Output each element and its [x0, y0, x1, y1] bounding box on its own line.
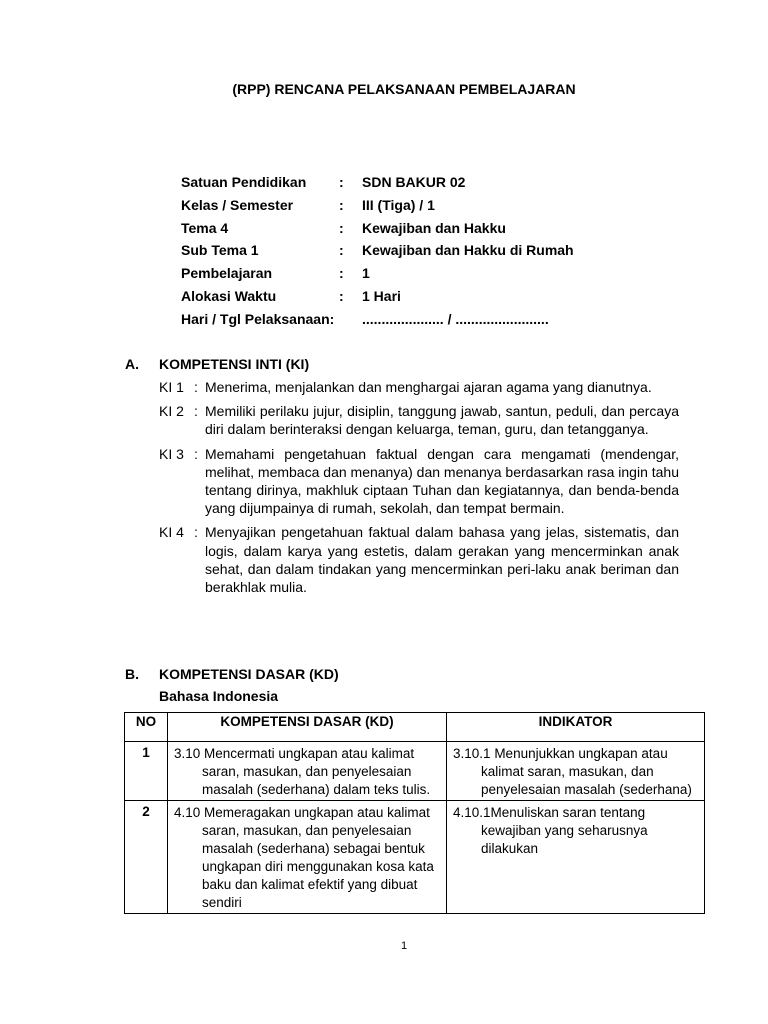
- identity-row: [181, 287, 574, 310]
- ki-colon: :: [194, 524, 198, 541]
- subject-heading: Bahasa Indonesia: [159, 688, 279, 704]
- identity-label: Tema 4: [181, 219, 229, 236]
- table-row: [125, 742, 705, 801]
- identity-row: [181, 264, 574, 287]
- identity-label: Kelas / Semester: [181, 196, 294, 213]
- identity-value: ..................... / ........................: [362, 310, 549, 327]
- kd-cell: [168, 742, 447, 801]
- identity-value: Kewajiban dan Hakku di Rumah: [362, 242, 574, 259]
- column-header-indikator: INDIKATOR: [447, 713, 705, 742]
- ki-code: KI 3: [159, 445, 184, 462]
- kd-description: Memeragakan ungkapan atau kalimat saran, masukan, dan penyelesaian masalah (sederhana) sebagai bentuk ungkapan diri menggunakan kosa kata baku dan kalimat efektif yang dibuat sendiri: [202, 805, 434, 910]
- identity-label: Sub Tema 1: [181, 242, 259, 259]
- indikator-text: [453, 804, 700, 858]
- section-a-heading: [125, 356, 309, 372]
- page-number: 1: [400, 940, 408, 952]
- kd-code: 4.10: [174, 805, 201, 820]
- identity-row: [181, 173, 574, 196]
- identity-colon: :: [339, 196, 344, 213]
- ki-item: [159, 402, 679, 438]
- identity-label: Satuan Pendidikan: [181, 174, 307, 190]
- ki-item: [159, 523, 679, 596]
- identity-block: [181, 173, 574, 333]
- identity-value: 1: [362, 265, 370, 282]
- indikator-code: 4.10.1: [453, 805, 491, 820]
- identity-row: [181, 241, 574, 264]
- identity-colon: :: [339, 174, 344, 190]
- identity-label: Alokasi Waktu: [181, 287, 277, 304]
- identity-colon: :: [339, 242, 344, 259]
- identity-label: Pembelajaran: [181, 265, 273, 282]
- identity-value: SDN BAKUR 02: [362, 174, 466, 190]
- identity-colon: :: [339, 265, 344, 282]
- kd-code: 3.10: [174, 746, 201, 761]
- identity-value: 1 Hari: [362, 287, 401, 304]
- section-b-heading: [125, 666, 339, 682]
- indikator-code: 3.10.1: [453, 746, 491, 761]
- identity-colon: :: [339, 219, 344, 236]
- table-header-row: [125, 713, 705, 742]
- identity-row: [181, 219, 574, 242]
- ki-item: [159, 445, 679, 518]
- identity-colon: :: [339, 287, 344, 304]
- identity-row: [181, 310, 574, 333]
- identity-label: Hari / Tgl Pelaksanaan:: [181, 310, 335, 327]
- kd-table: [124, 712, 705, 914]
- ki-text: Memahami pengetahuan faktual dengan cara mengamati (mendengar, melihat, membaca dan menanya) dan menanya berdasarkan rasa ingin tahu tentang dirinya, makhluk ciptaan Tuhan dan kegiatannya, dan benda-benda yang dijumpainya di rumah, sekolah, dan tempat bermain.: [205, 445, 679, 517]
- ki-code: KI 2: [159, 403, 184, 420]
- ki-item: [159, 378, 679, 396]
- ki-text: Memiliki perilaku jujur, disiplin, tanggung jawab, santun, peduli, dan percaya diri dalam berinteraksi dengan keluarga, teman, guru, dan tetangganya.: [205, 403, 679, 438]
- section-title: KOMPETENSI DASAR (KD): [159, 666, 339, 682]
- indikator-cell: [447, 742, 705, 801]
- ki-colon: :: [194, 379, 198, 395]
- kd-text: [174, 745, 442, 799]
- row-number: 1: [125, 742, 168, 801]
- ki-colon: :: [194, 403, 198, 420]
- ki-text: Menerima, menjalankan dan menghargai ajaran agama yang dianutnya.: [205, 379, 652, 395]
- section-letter: B.: [125, 666, 139, 682]
- kd-cell: [168, 801, 447, 914]
- ki-code: KI 4: [159, 524, 184, 541]
- kd-description: Mencermati ungkapan atau kalimat saran, masukan, dan penyelesaian masalah (sederhana) dalam teks tulis.: [202, 746, 431, 797]
- indikator-description: Menuliskan saran tentang kewajiban yang seharusnya dilakukan: [481, 805, 648, 856]
- ki-code: KI 1: [159, 379, 184, 395]
- indikator-cell: [447, 801, 705, 914]
- identity-value: Kewajiban dan Hakku: [362, 219, 506, 236]
- indikator-description: Menunjukkan ungkapan atau kalimat saran, masukan, dan penyelesaian masalah (sederhana): [481, 746, 692, 797]
- ki-colon: :: [194, 445, 198, 462]
- document-title: (RPP) RENCANA PELAKSANAAN PEMBELAJARAN: [232, 81, 576, 97]
- column-header-kd: KOMPETENSI DASAR (KD): [168, 713, 447, 742]
- identity-row: [181, 196, 574, 219]
- identity-colon: [339, 310, 362, 333]
- table-row: [125, 801, 705, 914]
- ki-list: [159, 378, 679, 602]
- column-header-no: NO: [125, 713, 168, 742]
- ki-text: Menyajikan pengetahuan faktual dalam bahasa yang jelas, sistematis, dan logis, dalam karya yang estetis, dalam gerakan yang mencerminkan anak sehat, dan dalam tindakan yang mencerminkan peri-laku anak beriman dan berakhlak mulia.: [205, 524, 679, 596]
- section-title: KOMPETENSI INTI (KI): [159, 356, 310, 372]
- indikator-text: [453, 745, 700, 799]
- identity-value: III (Tiga) / 1: [362, 196, 435, 213]
- kd-text: [174, 804, 442, 912]
- row-number: 2: [125, 801, 168, 914]
- section-letter: A.: [125, 356, 139, 372]
